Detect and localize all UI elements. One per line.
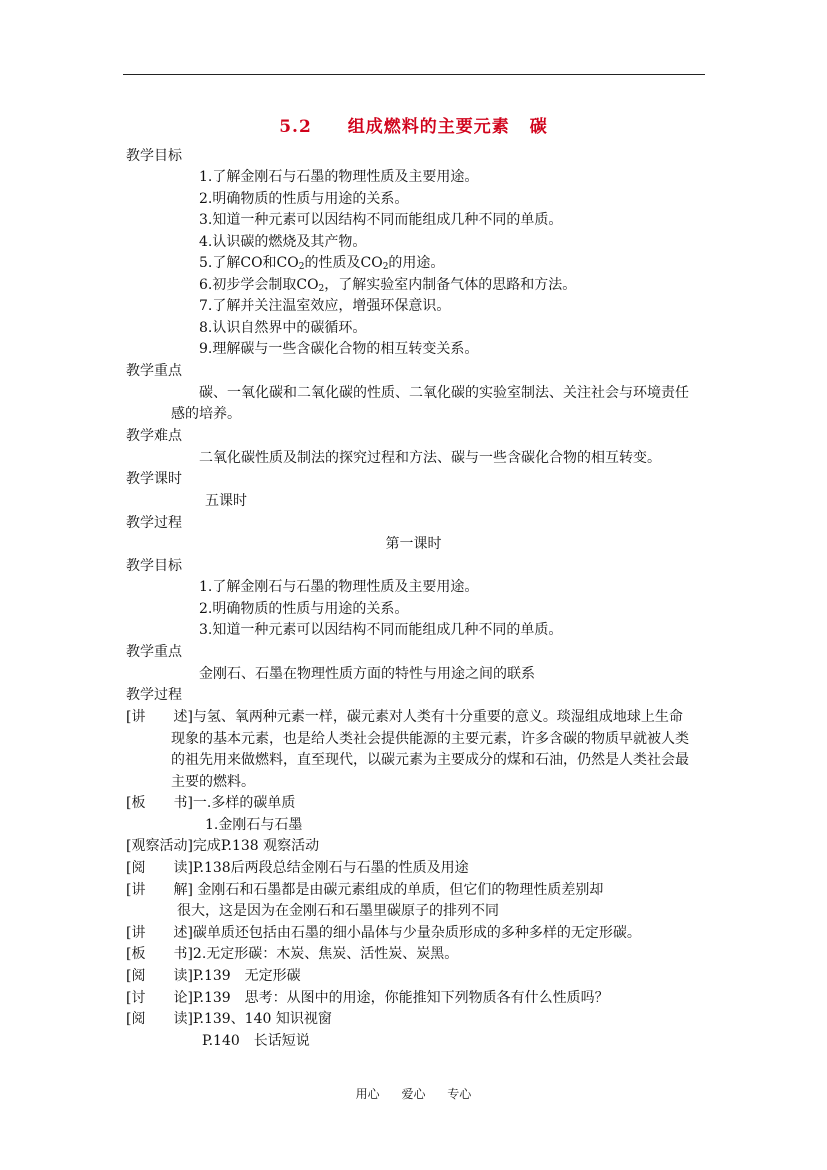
objective-item: 7.了解并关注温室效应，增强环保意识。 (199, 298, 451, 314)
process-line: 的祖先用来做燃料，直至现代，以碳元素为主要成分的煤和石油，仍然是人类社会最 (171, 752, 689, 768)
keypoints-text: 金刚石、石墨在物理性质方面的特性与用途之间的联系 (199, 666, 535, 682)
objective-item: 9.理解碳与一些含碳化合物的相互转变关系。 (199, 341, 479, 357)
process-heading: 教学过程 (126, 687, 182, 703)
keypoints-heading: 教学重点 (126, 363, 182, 379)
process-line: [讨 论]P.139 思考：从图中的用途，你能推知下列物质各有什么性质吗？ (126, 990, 609, 1006)
page-title (0, 112, 827, 137)
process-line: P.140 长话短说 (202, 1033, 310, 1049)
keypoints-text: 碳、一氧化碳和二氧化碳的性质、二氧化碳的实验室制法、关注社会与环境责任 (199, 385, 689, 401)
objective-item: 3.知道一种元素可以因结构不同而能组成几种不同的单质。 (199, 622, 563, 638)
objective-item: 1.了解金刚石与石墨的物理性质及主要用途。 (199, 169, 479, 185)
header-rule (123, 74, 705, 75)
process-line: [讲 解] 金刚石和石墨都是由碳元素组成的单质，但它们的物理性质差别却 (126, 882, 604, 898)
process-line: [讲 述]碳单质还包括由石墨的细小晶体与少量杂质形成的多种多样的无定形碳。 (126, 925, 641, 941)
objective-text: 5.了解CO和CO (199, 255, 299, 271)
objective-item: 3.知道一种元素可以因结构不同而能组成几种不同的单质。 (199, 212, 563, 228)
process-line: 现象的基本元素，也是给人类社会提供能源的主要元素，许多含碳的物质早就被人类 (171, 731, 689, 747)
objective-text: 的性质及CO (304, 255, 383, 271)
subscript: 2 (318, 284, 325, 294)
process-heading: 教学过程 (126, 515, 182, 531)
objective-item: 8.认识自然界中的碳循环。 (199, 320, 367, 336)
objectives-heading: 教学目标 (126, 148, 182, 164)
objective-text: 的用途。 (388, 255, 445, 271)
process-line: 主要的燃料。 (171, 774, 255, 790)
objective-item: 4.认识碳的燃烧及其产物。 (199, 234, 367, 250)
difficulties-text: 二氧化碳性质及制法的探究过程和方法、碳与一些含碳化合物的相互转变。 (199, 450, 661, 466)
objective-item (199, 253, 444, 273)
hours-heading: 教学课时 (126, 471, 182, 487)
hours-text: 五课时 (205, 493, 247, 509)
objective-text: ，了解实验室内制备气体的思路和方法。 (324, 277, 577, 293)
process-line: [板 书]一.多样的碳单质 (126, 795, 296, 811)
process-line: [板 书]2.无定形碳：木炭、焦炭、活性炭、炭黑。 (126, 946, 459, 962)
process-line: [讲 述]与氢、氧两种元素一样，碳元素对人类有十分重要的意义。琰湿组成地球上生命 (126, 709, 683, 725)
process-line: [阅 读]P.138后两段总结金刚石与石墨的性质及用途 (126, 860, 469, 876)
objective-item: 1.了解金刚石与石墨的物理性质及主要用途。 (199, 579, 479, 595)
process-line: 1.金刚石与石墨 (205, 817, 303, 833)
title-text: 组成燃料的主要元素 (347, 117, 510, 137)
objective-item (199, 275, 576, 295)
page-footer: 用心 爱心 专心 (355, 1087, 472, 1101)
subscript: 2 (382, 262, 389, 272)
objectives-heading: 教学目标 (126, 558, 182, 574)
objective-item: 2.明确物质的性质与用途的关系。 (199, 601, 409, 617)
keypoints-text: 感的培养。 (171, 406, 241, 422)
title-symbol: 碳 (529, 117, 548, 137)
keypoints-heading: 教学重点 (126, 644, 182, 660)
process-line: [观察活动]完成P.138 观察活动 (126, 838, 320, 854)
difficulties-heading: 教学难点 (126, 428, 182, 444)
title-number: 5.2 (279, 117, 312, 137)
subscript: 2 (298, 262, 305, 272)
objective-item: 2.明确物质的性质与用途的关系。 (199, 191, 409, 207)
process-line: [阅 读]P.139、140 知识视窗 (126, 1011, 332, 1027)
objective-text: 6.初步学会制取CO (199, 277, 319, 293)
process-line: 很大，这是因为在金刚石和石墨里碳原子的排列不同 (177, 903, 499, 919)
lesson-heading: 第一课时 (385, 536, 442, 552)
process-line: [阅 读]P.139 无定形碳 (126, 968, 301, 984)
